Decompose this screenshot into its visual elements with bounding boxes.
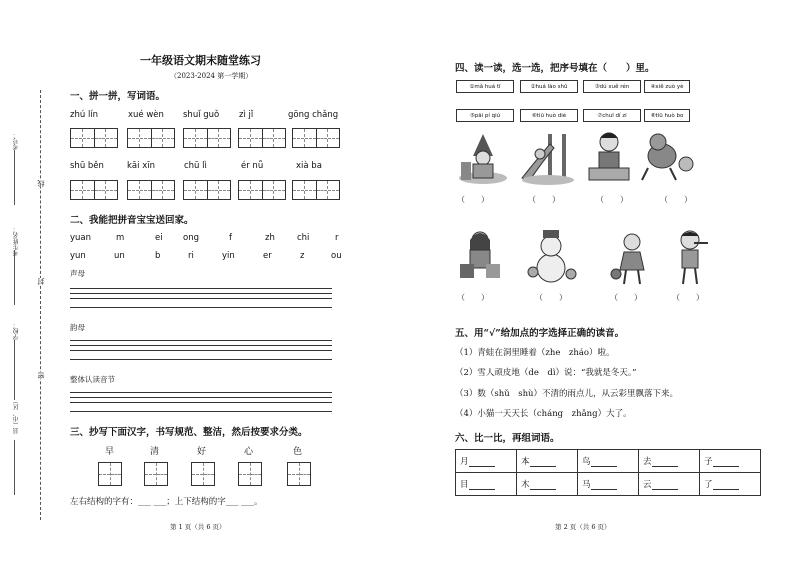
pinyin-label: shuǐ guǒ [183, 110, 220, 120]
answer-line[interactable] [70, 359, 332, 360]
binding-mark-secret: 密 [37, 372, 45, 379]
compare-word-table [455, 449, 761, 496]
writing-grid[interactable] [292, 180, 340, 200]
copy-character: 清 [150, 447, 160, 457]
binding-mark-seal: 封 [37, 278, 45, 285]
table-cell[interactable]: 云 [639, 473, 700, 496]
option-box: ⑥tiū huò dié [520, 109, 578, 122]
copy-character: 早 [105, 447, 115, 457]
binding-label-exam-no: 考号： [13, 132, 20, 150]
category-initials-label: 声母 [70, 269, 85, 278]
answer-paren[interactable]: （ ） [672, 293, 704, 302]
table-cell[interactable]: 月 [456, 450, 517, 473]
section-3-heading: 三、抄写下面汉字，书写规范、整洁，然后按要求分类。 [70, 427, 308, 438]
answer-line[interactable] [70, 288, 332, 289]
binding-mark-line: 线 [37, 180, 45, 187]
answer-paren[interactable]: （ ） [610, 293, 642, 302]
answer-paren[interactable]: （ ） [457, 293, 489, 302]
pinyin-label: zì jǐ [239, 110, 254, 120]
pinyin-item: r [335, 233, 339, 243]
page-footer-left: 第 1 页（共 6 页） [170, 523, 226, 531]
structure-classification-line[interactable]: 左右结构的字有：___ ___；上下结构的字___ ___。 [70, 497, 263, 507]
pinyin-item: m [116, 233, 125, 243]
page-subtitle: （2023-2024 第一学期） [170, 72, 253, 80]
answer-line[interactable] [70, 411, 332, 412]
answer-paren[interactable]: （ ） [660, 195, 692, 204]
section-5-heading: 五、用“√”给加点的字选择正确的读音。 [455, 328, 625, 339]
option-box: ⑤pāi pí qiú [456, 109, 514, 122]
writing-grid[interactable] [183, 128, 231, 148]
pinyin-item: z [300, 251, 305, 261]
writing-grid[interactable] [238, 180, 286, 200]
binding-blank [14, 150, 15, 205]
answer-line[interactable] [70, 350, 332, 351]
pinyin-label: xià ba [296, 161, 322, 171]
copy-character: 好 [197, 447, 207, 457]
pinyin-label: chū lì [184, 161, 207, 171]
pinyin-item: ong [183, 233, 199, 243]
picture-slide [518, 128, 574, 186]
pinyin-item: ri [188, 251, 194, 261]
table-cell[interactable]: 目 [456, 473, 517, 496]
pronunciation-item[interactable]: （4）小猫一天天长（cháng zhǎng）大了。 [455, 409, 632, 419]
answer-line[interactable] [70, 307, 332, 308]
picture-girl-flute [456, 228, 504, 284]
section-2-heading: 二、我能把拼音宝宝送回家。 [70, 215, 194, 226]
section-4-heading: 四、读一读，选一选，把序号填在（ ）里。 [455, 63, 655, 74]
answer-paren[interactable]: （ ） [528, 195, 560, 204]
table-cell[interactable]: 马 [578, 473, 639, 496]
writing-box[interactable] [238, 462, 262, 486]
table-cell[interactable]: 子 [700, 450, 761, 473]
pinyin-label: xué wèn [128, 110, 164, 120]
writing-grid[interactable] [238, 128, 286, 148]
pinyin-item: ou [331, 251, 342, 261]
picture-cat-and-mouse [640, 128, 698, 184]
writing-box[interactable] [287, 462, 311, 486]
pinyin-item: chi [297, 233, 310, 243]
writing-grid[interactable] [127, 128, 175, 148]
option-box: ②huá lào shǔ [520, 80, 578, 93]
option-box: ③dú xuě rén [583, 80, 641, 93]
binding-blank [14, 250, 15, 305]
picture-boy-homework [585, 128, 633, 184]
table-row [456, 473, 761, 496]
answer-line[interactable] [70, 397, 332, 398]
option-box: ④xiě zuò yè [644, 80, 690, 93]
answer-line[interactable] [70, 402, 332, 403]
answer-line[interactable] [70, 345, 332, 346]
page-footer-right: 第 2 页（共 6 页） [555, 523, 611, 531]
pinyin-label: gōng chǎng [288, 110, 339, 120]
binding-dashed-line [40, 90, 41, 520]
table-row [456, 450, 761, 473]
answer-line[interactable] [70, 298, 332, 299]
writing-grid[interactable] [70, 180, 118, 200]
page-title: 一年级语文期末随堂练习 [140, 54, 261, 67]
binding-label-county: 县（市、区） [13, 398, 20, 434]
pinyin-label: zhú lín [70, 110, 99, 120]
answer-paren[interactable]: （ ） [457, 195, 489, 204]
writing-grid[interactable] [70, 128, 118, 148]
option-box: ⑧tiū huò bo [644, 109, 690, 122]
binding-blank [14, 340, 15, 400]
writing-box[interactable] [98, 462, 122, 486]
pinyin-item: f [229, 233, 232, 243]
table-cell[interactable]: 鸟 [578, 450, 639, 473]
pinyin-item: zh [265, 233, 275, 243]
picture-snowman [525, 228, 577, 286]
pinyin-item: ei [155, 233, 163, 243]
answer-paren[interactable]: （ ） [596, 195, 628, 204]
answer-paren[interactable]: （ ） [535, 293, 567, 302]
binding-label-school: 学校： [13, 322, 20, 340]
writing-grid[interactable] [183, 180, 231, 200]
category-finals-label: 韵母 [70, 323, 85, 332]
writing-box[interactable] [191, 462, 215, 486]
pinyin-label: kāi xīn [127, 161, 155, 171]
binding-blank [14, 440, 15, 495]
writing-grid[interactable] [127, 180, 175, 200]
picture-boy-flute [672, 228, 708, 286]
table-cell[interactable]: 去 [639, 450, 700, 473]
section-1-heading: 一、拼一拼，写词语。 [70, 91, 166, 102]
picture-girl-writing [455, 130, 511, 186]
picture-girl-ball [610, 232, 650, 286]
answer-line[interactable] [70, 293, 332, 294]
pronunciation-item[interactable]: （1）青蛙在洞里睡着（zhe zháo）啦。 [455, 348, 615, 358]
category-whole-syllables-label: 整体认读音节 [70, 375, 115, 384]
pinyin-item: er [263, 251, 272, 261]
option-box: ⑦chuī dí zi [583, 109, 641, 122]
pinyin-item: un [114, 251, 125, 261]
pinyin-item: b [155, 251, 161, 261]
answer-line[interactable] [70, 392, 332, 393]
pinyin-item: yin [222, 251, 235, 261]
table-cell[interactable]: 了 [700, 473, 761, 496]
pronunciation-item[interactable]: （3）数（shǔ shù）不清的雨点儿，从云彩里飘落下来。 [455, 389, 679, 399]
pinyin-label: ér nǚ [241, 161, 264, 171]
pinyin-item: yuan [70, 233, 92, 243]
writing-box[interactable] [144, 462, 168, 486]
option-box: ①mǎ huá tī [456, 80, 514, 93]
answer-line[interactable] [70, 340, 332, 341]
pinyin-item: yun [70, 251, 86, 261]
table-cell[interactable]: 木 [517, 473, 578, 496]
copy-character: 色 [293, 447, 303, 457]
copy-character: 心 [244, 447, 254, 457]
binding-label-name: 考生姓名： [13, 226, 20, 256]
section-6-heading: 六、比一比，再组词语。 [455, 433, 560, 444]
pinyin-label: shū běn [70, 161, 104, 171]
pronunciation-item[interactable]: （2）雪人顽皮地（de dì）说：“我就是冬天。” [455, 368, 637, 378]
table-cell[interactable]: 本 [517, 450, 578, 473]
writing-grid[interactable] [292, 128, 340, 148]
